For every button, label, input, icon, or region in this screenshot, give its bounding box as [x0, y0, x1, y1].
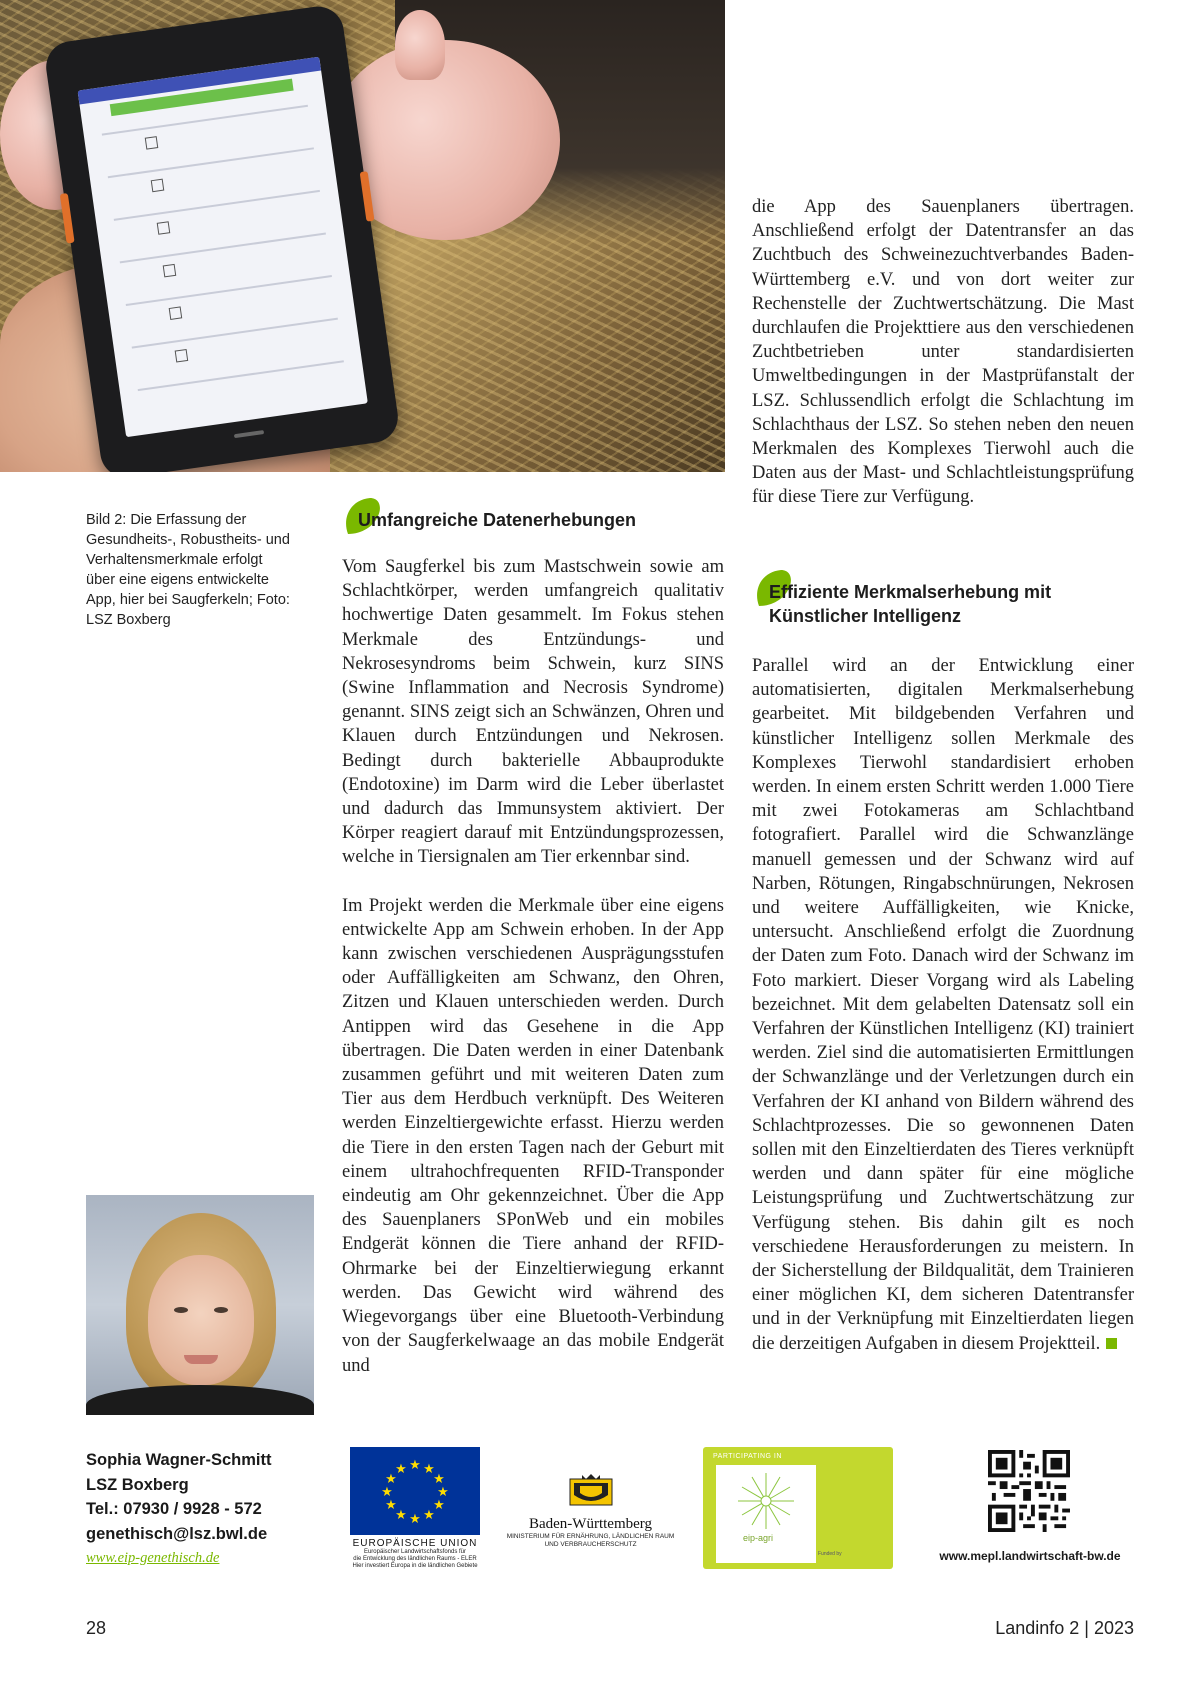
eu-logo-subtitle-3: Hier investiert Europa in die ländlichen Gebiete — [352, 1563, 478, 1569]
eu-logo — [350, 1447, 480, 1567]
portrait-shoulders — [86, 1385, 314, 1415]
phone-home-bar — [234, 430, 264, 438]
end-mark-icon — [1106, 1338, 1117, 1349]
app-checkbox — [157, 221, 171, 235]
eu-flag — [350, 1447, 480, 1535]
portrait-eye — [174, 1307, 188, 1313]
contact-block — [86, 1448, 326, 1571]
eu-logo-subtitle-1: Europäischer Landwirtschaftsfonds für — [363, 1549, 467, 1555]
app-row — [138, 360, 344, 391]
app-checkbox — [175, 349, 189, 363]
portrait-mouth — [184, 1355, 218, 1364]
paragraph: Im Projekt werden die Merkmale über eine eigens entwickelte App am Schwein erhoben. In der App kann zwischen verschiedenen Ausprägungsstufen oder Auffälligkeiten am Schwanz, den Ohren, Zitzen und Klauen unterschieden werden. Durch Antippen wird das Gesehene in die App übertragen. Die Daten werden in einer Datenbank zusammen geführt und mit weiteren Daten zum Tier aus dem Herdbuch verknüpft. Des Weiteren werden Einzeltiergewichte erfasst. Hierzu werden die Tiere in den ersten Tagen nach der Geburt mit einem ultrahochfrequenten RFID-Transponder eindeutig am Ohr gekennzeichnet. Über die App des Sauenplaners SPonWeb und ein mobiles Endgerät können die Tiere anhand der RFID-Ohrmarke bei der Einzeltierwiegung erkannt werden. Das Gewicht wird während des Wiegevorgangs über eine Bluetooth-Verbindung von der Saugferkelwaage an das mobile Endgerät und — [342, 895, 724, 1376]
svg-text:★: ★ — [395, 1508, 407, 1523]
page-number: 28 — [86, 1618, 107, 1638]
section-heading-ki — [769, 580, 1149, 628]
svg-text:★: ★ — [395, 1462, 407, 1477]
column-right-top — [752, 195, 1134, 510]
app-screen — [78, 57, 368, 438]
app-row — [114, 190, 320, 221]
svg-text:★: ★ — [437, 1485, 449, 1500]
app-row — [132, 318, 338, 349]
bw-ministry-logo — [503, 1473, 678, 1549]
qr-url[interactable]: www.mepl.landwirtschaft-bw.de — [939, 1549, 1121, 1563]
contact-org: LSZ Boxberg — [86, 1475, 189, 1494]
app-checkbox — [145, 136, 159, 150]
contact-phone: Tel.: 07930 / 9928 - 572 — [86, 1500, 262, 1518]
smartphone — [43, 3, 401, 472]
qr-code-icon[interactable] — [988, 1450, 1070, 1532]
bw-crest-icon — [568, 1473, 614, 1507]
paragraph: Vom Saugferkel bis zum Mastschwein sowie am Schlachtkörper, werden umfangreich qualitativ hochwertige Daten gesammelt. Im Fokus stehen Merkmale des Entzündungs- und Nekrosesyndroms beim Schwein, kurz SINS (Swine Inflammation and Necrosis Syndrome) genannt. SINS zeigt sich an Schwänzen, Ohren und Klauen durch Entzündungen und Nekrosen. Bedingt durch bakterielle Abbauprodukte (Endotoxine) im Darm wird die Leber überlastet und dadurch das Immunsystem aktiviert. Der Körper reagiert darauf mit Entzündungsprozessen, welche in Tiersignalen am Tier erkennbar sind. — [342, 557, 724, 868]
svg-text:★: ★ — [385, 1498, 397, 1513]
eip-agri-logo — [703, 1447, 893, 1569]
svg-text:★: ★ — [385, 1472, 397, 1487]
paragraph: die App des Sauenplaners übertragen. Anschließend erfolgt der Datentransfer an das Zuchtbuch des Schweinezuchtverbandes Baden-Württemberg e.V. und von dort weiter zur Rechenstelle der Zuchtwertschätzung. Die Mast durchlaufen die Projekttiere aus den verschiedenen Zuchtbetrieben unter standardisierten Umweltbedingungen in der Mastprüfanstalt der LSZ. Schlussendlich erfolgt die Schlachtung im Schlachthaus der LSZ. So stehen neben den neuen Merkmalen des Komplexes Tierwohl auch die Daten aus der Mast- und Schlachtleistungsprüfung für diese Tiere zur Verfügung. — [752, 197, 1134, 508]
eip-burst-icon — [716, 1465, 816, 1535]
app-checkbox — [151, 179, 165, 193]
column-middle — [342, 555, 724, 1378]
piglet-ear — [395, 10, 445, 80]
contact-email[interactable]: genethisch@lsz.bwl.de — [86, 1524, 268, 1543]
svg-text:★: ★ — [423, 1462, 435, 1477]
app-row — [108, 147, 314, 178]
eip-card — [716, 1465, 816, 1563]
paragraph-text: Parallel wird an der Entwicklung einer automatisierten, digitalen Merkmalserhebung gearbeitet. Mit bildgebenden Verfahren und künstlicher Intelligenz sollen Merkmale des Komplexes Tierwohl standardisiert erhoben werden. In einem ersten Schritt werden 1.000 Tiere mit zwei Fotokameras am Schlachtband fotografiert. Parallel wird die Schwanzlänge manuell gemessen und der Schwanz wird auf Narben, Rötungen, Ringabschnürungen, Nekrosen und weitere Auffälligkeiten, wie Knicke, untersucht. Anschließend erfolgt die Zuordnung der Daten zum Foto. Danach wird der Schwanz im Foto markiert. Dieser Vorgang wird als Labeling bezeichnet. Mit dem gelabelten Datensatz soll ein Verfahren der Künstlichen Intelligenz (KI) trainiert werden. Ziel sind die automatisierten Ermittlungen der Schwanzlänge und der Verletzungen durch ein Verfahren der KI anhand von Bildern während des Schlachtprozesses. Die so gewonnenen Daten sollen mit den Einzeltierdaten des Tieres verknüpft werden und dann später für eine mögliche Leistungsprüfung und Zuchtwertschätzung zur Verfügung stehen. Bis dahin gilt es noch verschiedene Herausforderungen zu meistern. In der Sicherstellung der Bildqualität, dem Trainieren einer möglichen KI, dem sicheren Datentransfer und in der Verknüpfung mit Einzeltierdaten liegen die derzeitigen Aufgaben in diesem Projektteil. — [752, 656, 1134, 1354]
header-photo — [0, 0, 725, 472]
app-row — [120, 232, 326, 263]
eip-name: eip-agri — [743, 1533, 774, 1543]
contact-website-link[interactable]: www.eip-genethisch.de — [86, 1550, 220, 1566]
author-portrait — [86, 1195, 314, 1415]
eu-logo-title: EUROPÄISCHE UNION — [352, 1538, 478, 1549]
contact-name: Sophia Wagner-Schmitt — [86, 1451, 272, 1469]
svg-text:★: ★ — [409, 1458, 421, 1473]
svg-text:★: ★ — [409, 1512, 421, 1527]
section-heading-line2: Künstlicher Intelligenz — [769, 606, 962, 626]
app-row — [126, 275, 332, 306]
section-heading-line1: Effiziente Merkmalserhebung mit — [769, 582, 1052, 602]
section-heading-datenerhebungen — [358, 508, 718, 532]
svg-text:★: ★ — [433, 1498, 445, 1513]
svg-text:★: ★ — [423, 1508, 435, 1523]
eu-stars-icon — [350, 1447, 480, 1535]
bw-logo-subtitle-1: MINISTERIUM FÜR ERNÄHRUNG, LÄNDLICHEN RAUM — [506, 1533, 675, 1540]
column-right-body — [752, 654, 1134, 1356]
paragraph — [752, 654, 1134, 1356]
magazine-issue: Landinfo 2 | 2023 — [995, 1618, 1134, 1638]
eip-funded-label: Funded by — [818, 1551, 842, 1557]
section-heading-text: Umfangreiche Datenerhebungen — [358, 510, 637, 530]
eu-logo-subtitle-2: die Entwicklung des ländlichen Raums - ELER — [353, 1556, 477, 1562]
portrait-eye — [214, 1307, 228, 1313]
app-checkbox — [163, 264, 177, 278]
portrait-face — [148, 1255, 254, 1385]
bw-logo-subtitle-2: UND VERBRAUCHERSCHUTZ — [544, 1541, 637, 1548]
svg-text:★: ★ — [381, 1485, 393, 1500]
app-checkbox — [169, 306, 183, 320]
svg-text:★: ★ — [433, 1472, 445, 1487]
bw-logo-name: Baden-Württemberg — [528, 1516, 652, 1532]
photo-caption: Bild 2: Die Erfassung der Gesundheits-, Robustheits- und Verhaltensmerkmale erfolgt über eine eigens entwickelte App, hier bei Saugferkeln; Foto: LSZ Boxberg — [86, 512, 290, 628]
eip-participating-label: PARTICIPATING IN — [713, 1453, 782, 1460]
